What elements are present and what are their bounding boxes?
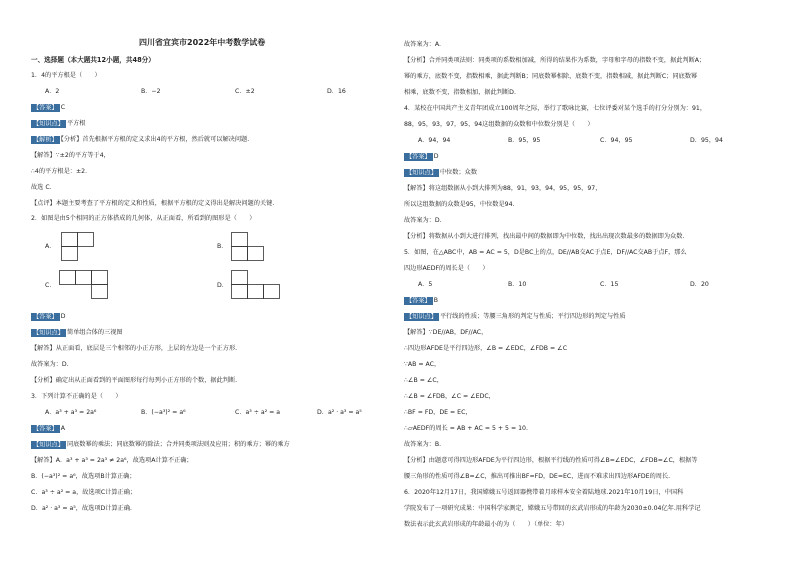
section-heading: 一、选择题（本大题共12小题，共48分）	[31, 56, 155, 64]
q4-option-d: D．95，94	[690, 137, 723, 144]
question-5: 5．如图，在△ABC中，AB = AC = 5，D是BC上的点，DE//AB交AC于点E，DF//AC交AB于点F，那么	[404, 249, 687, 256]
q2-figure-d	[231, 270, 283, 300]
q2-option-c: C．	[45, 282, 56, 289]
q4-answer: 【答案】 D	[406, 153, 439, 160]
question-6-cont-1: 学院发布了一项研究成果：中国科学家测定，嫦娥五号带回的玄武岩形成的年龄为2030±0.04亿年.用科学记	[404, 505, 701, 512]
q5-detail-5: ∴∠B = ∠FDB，∠C = ∠EDC，	[404, 393, 495, 400]
q4-analysis: 【分析】将数据从小到大进行排列，找出最中间的数据即为中位数，找出出现次数最多的数据即为众数.	[404, 233, 685, 240]
question-6-cont-2: 数法表示此玄武岩形成的年龄最小的为（ ）（单位：年）	[404, 521, 568, 528]
q3-detail-1: 【解答】A．a³ + a³ = 2a³ ≠ 2a⁶，故选项A计算不正确；	[31, 457, 193, 464]
q2-option-a: A．	[45, 243, 56, 250]
q1-knowledge: 【知识点】 平方根	[33, 120, 86, 127]
q5-detail-1: 【解答】∵DE//AB，DF//AC，	[404, 329, 488, 336]
q5-option-b: B．10	[508, 281, 527, 288]
q1-analysis: 【解析】 【分析】首先根据平方根的定义求出4的平方根，然后就可以解决问题.	[33, 136, 250, 143]
q2-figure-b	[231, 232, 265, 262]
q5-knowledge: 【知识点】 平行线的性质；等腰三角形的判定与性质；平行四边形的判定与性质	[406, 313, 626, 320]
question-3: 3．下列计算不正确的是（ ）	[31, 393, 122, 400]
q5-detail-2: ∴四边形AFDE是平行四边形，∠B = ∠EDC，∠FDB = ∠C	[404, 345, 568, 352]
q5-answer: 【答案】 B	[406, 297, 438, 304]
page-title: 四川省宜宾市2022年中考数学试卷	[139, 38, 266, 47]
q5-option-d: D．20	[690, 281, 709, 288]
q5-detail-6: ∴BF = FD，DE = EC，	[404, 409, 472, 416]
q2-option-b: B．	[217, 243, 228, 250]
q3-analysis-3: 相乘，底数不变，指数相加，据此判断D.	[404, 89, 516, 96]
q1-detail-1: 【解答】∵±2的平方等于4，	[31, 152, 110, 159]
q1-option-b: B．−2	[141, 88, 161, 95]
q3-analysis-1: 【分析】合并同类项法则：同类项的系数相加减，所得的结果作为系数，字母和字母的指数不变，据此判断A；	[404, 57, 706, 64]
question-5-cont: 四边形AEDF的周长是（ ）	[404, 265, 489, 272]
q2-option-d: D．	[217, 282, 228, 289]
q2-knowledge: 【知识点】 简单组合体的三视图	[33, 329, 123, 336]
q1-answer: 【答案】 C	[33, 104, 66, 111]
q3-conclusion: 故答案为：A.	[404, 41, 442, 48]
q3-answer: 【答案】 A	[33, 425, 65, 432]
q5-option-a: A．5	[418, 281, 433, 288]
q2-figure-a	[61, 232, 95, 262]
answer-tag: 【答案】	[33, 425, 58, 432]
q4-detail-2: 所以这组数据的众数是95，中位数是94.	[404, 201, 515, 208]
q4-detail-3: 故答案为：D.	[404, 217, 442, 224]
q4-option-c: C．94，95	[600, 137, 633, 144]
question-2: 2．如图是由5个相同的正方体搭成的几何体，从正面看，所看到的图形是（ ）	[31, 215, 256, 222]
q2-detail-2: 故答案为：D.	[31, 361, 69, 368]
q1-note: 【点评】本题主要考查了平方根的定义和性质，根据平方根的定义得出是解决问题的关键.	[31, 200, 275, 207]
knowledge-tag: 【知识点】	[33, 120, 64, 127]
q1-option-a: A．2	[45, 88, 60, 95]
q5-detail-4: ∴∠B = ∠C，	[404, 377, 443, 384]
q4-option-b: B．95，95	[508, 137, 541, 144]
q5-detail-3: ∵AB = AC，	[404, 361, 441, 368]
q3-detail-3: C．a³ ÷ a² = a，故选项C计算正确；	[31, 489, 137, 496]
q2-analysis: 【分析】确定出从正面看到的平面图形每行每列小正方形的个数，据此判断.	[31, 377, 238, 384]
question-1: 1．4的平方根是（ ）	[31, 72, 101, 79]
q2-detail-1: 【解答】从正面看，底层是三个相邻的小正方形，上层的左边是一个正方形.	[31, 345, 238, 352]
q1-option-d: D．16	[327, 88, 346, 95]
analysis-tag: 【解析】	[33, 136, 58, 143]
answer-tag: 【答案】	[33, 104, 58, 111]
answer-tag: 【答案】	[406, 297, 431, 304]
question-4-cont: 88，95，93，97，95，94这组数据的众数和中位数分别是（ ）	[404, 121, 594, 128]
knowledge-tag: 【知识点】	[406, 169, 437, 176]
q1-detail-3: 故选 C．	[31, 184, 56, 191]
answer-tag: 【答案】	[406, 153, 431, 160]
q4-knowledge: 【知识点】 中位数；众数	[406, 169, 478, 176]
knowledge-tag: 【知识点】	[406, 313, 437, 320]
q3-option-d: D．a² · a³ = a⁵	[317, 409, 362, 416]
q3-knowledge: 【知识点】 同底数幂的乘法；同底数幂的除法；合并同类项法则及应用；积的乘方；幂的乘方	[33, 441, 290, 448]
q3-option-c: C．a³ ÷ a² = a	[235, 409, 281, 416]
q2-answer: 【答案】 D	[33, 313, 66, 320]
q3-option-b: B．(−a³)² = a⁶	[141, 409, 186, 416]
q2-figure-c	[59, 270, 111, 300]
q5-detail-7: ∴▱AEDF的周长 = AB + AC = 5 + 5 = 10.	[404, 425, 528, 432]
q5-option-c: C．15	[600, 281, 619, 288]
question-4: 4．某校在中国共产主义青年团成立100周年之际，举行了歌咏比赛，七位评委对某个选手的打分分别为：91，	[404, 105, 707, 112]
q5-detail-8: 故答案为：B.	[404, 441, 442, 448]
q4-detail-1: 【解答】将这组数据从小到大排列为88，91，93，94，95，95，97，	[404, 185, 602, 192]
q1-detail-2: ∴4的平方根是：±2．	[31, 168, 92, 175]
knowledge-tag: 【知识点】	[33, 329, 64, 336]
q5-analysis-1: 【分析】由题意可得四边形AFDE为平行四边形，根据平行线的性质可得∠B=∠EDC，∠FDB=∠C，根据等	[404, 457, 698, 464]
question-6: 6．2020年12月17日，我国嫦娥五号返回器携带着月球样本安全着陆地球.2021年10月19日，中国科	[404, 489, 684, 496]
q3-detail-4: D．a² · a³ = a⁵，故选项D计算正确.	[31, 505, 133, 512]
q3-analysis-2: 幂的乘方，底数不变，指数相乘，据此判断B；同底数幂相除，底数不变，指数相减，据此判断C；同底数幂	[404, 73, 698, 80]
q3-option-a: A．a³ + a³ = 2a⁶	[45, 409, 97, 416]
q4-option-a: A．94，94	[418, 137, 451, 144]
answer-tag: 【答案】	[33, 313, 58, 320]
q1-option-c: C．±2	[235, 88, 255, 95]
knowledge-tag: 【知识点】	[33, 441, 64, 448]
q5-analysis-2: 腰三角形的性质可得∠B=∠C，推出可推出BF=FD，DE=EC，进而不难求出四边形AFDE的周长.	[404, 473, 671, 480]
q3-detail-2: B．(−a³)² = a⁶，故选项B计算正确；	[31, 473, 136, 480]
